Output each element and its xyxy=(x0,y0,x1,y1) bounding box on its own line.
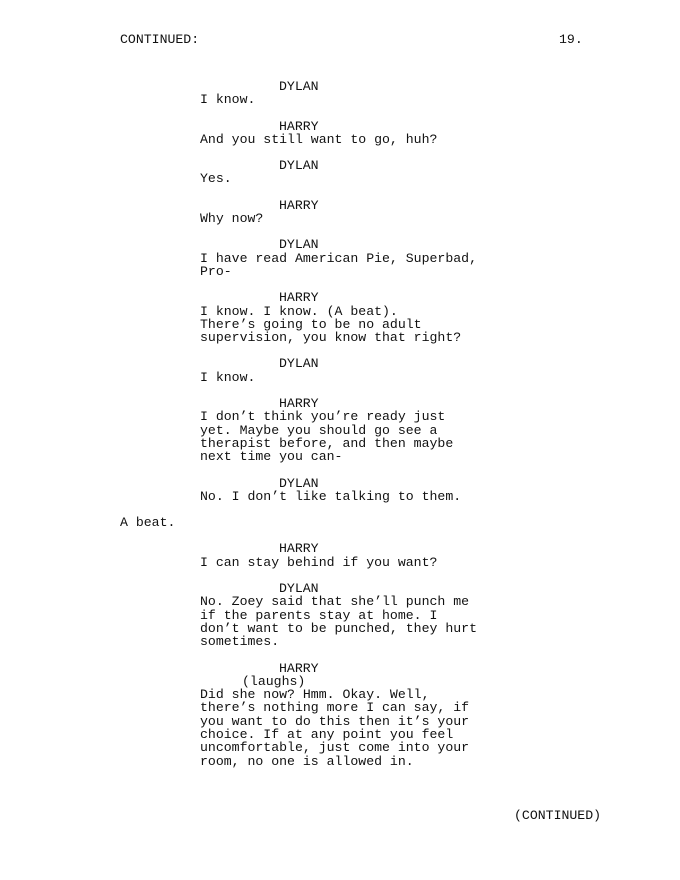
dialogue-line: don’t want to be punched, they hurt xyxy=(200,620,477,636)
dialogue-line: if the parents stay at home. I xyxy=(200,607,438,623)
dialogue-line: I have read American Pie, Superbad, xyxy=(200,250,477,266)
dialogue-line: there’s nothing more I can say, if xyxy=(200,700,470,716)
dialogue-line: I can stay behind if you want? xyxy=(200,554,438,570)
dialogue-line: next time you can- xyxy=(200,449,343,465)
character-name: HARRY xyxy=(279,660,319,676)
character-name: DYLAN xyxy=(279,158,319,174)
dialogue-block xyxy=(0,582,680,648)
dialogue-line: you want to do this then it’s your xyxy=(200,713,470,729)
character-name: DYLAN xyxy=(279,475,319,491)
dialogue-block xyxy=(0,397,680,463)
dialogue-line: No. Zoey said that she’ll punch me xyxy=(200,594,470,610)
dialogue-block xyxy=(0,291,680,344)
dialogue-line: sometimes. xyxy=(200,634,280,650)
dialogue-block xyxy=(0,238,680,278)
page-number: 19. xyxy=(559,32,583,47)
dialogue-line: room, no one is allowed in. xyxy=(200,753,414,769)
dialogue-block xyxy=(0,199,680,226)
dialogue-line: supervision, you know that right? xyxy=(200,330,462,346)
parenthetical: (laughs) xyxy=(242,673,306,689)
dialogue-block xyxy=(0,662,680,768)
dialogue-line: yet. Maybe you should go see a xyxy=(200,422,438,438)
character-name: HARRY xyxy=(279,541,319,557)
character-name: DYLAN xyxy=(279,356,319,372)
dialogue-block xyxy=(0,477,680,504)
dialogue-block xyxy=(0,120,680,147)
dialogue-block xyxy=(0,542,680,569)
action-line: A beat. xyxy=(120,515,176,531)
dialogue-block xyxy=(0,159,680,186)
continued-header: CONTINUED: xyxy=(120,32,200,47)
character-name: DYLAN xyxy=(279,79,319,94)
dialogue-line: I don’t think you’re ready just xyxy=(200,409,446,425)
dialogue-line: uncomfortable, just come into your xyxy=(200,740,470,756)
continued-footer: (CONTINUED) xyxy=(514,808,602,823)
dialogue-line: I know. I know. (A beat). xyxy=(200,303,398,319)
dialogue-line: Did she now? Hmm. Okay. Well, xyxy=(200,687,430,703)
character-name: HARRY xyxy=(279,290,319,306)
character-name: DYLAN xyxy=(279,581,319,597)
dialogue-line: choice. If at any point you feel xyxy=(200,726,454,742)
dialogue-line: Pro- xyxy=(200,263,232,279)
character-name: HARRY xyxy=(279,197,319,213)
dialogue-line: There’s going to be no adult xyxy=(200,316,422,332)
character-name: DYLAN xyxy=(279,237,319,253)
script-body xyxy=(0,80,680,781)
dialogue-line: therapist before, and then maybe xyxy=(200,435,454,451)
dialogue-block xyxy=(0,80,680,107)
character-name: HARRY xyxy=(279,118,319,134)
character-name: HARRY xyxy=(279,396,319,412)
dialogue-line: I know. xyxy=(200,369,256,385)
dialogue-line: I know. xyxy=(200,92,256,108)
dialogue-line: Why now? xyxy=(200,211,264,227)
dialogue-line: No. I don’t like talking to them. xyxy=(200,488,462,504)
dialogue-line: And you still want to go, huh? xyxy=(200,131,438,147)
dialogue-block xyxy=(0,357,680,384)
dialogue-line: Yes. xyxy=(200,171,232,187)
